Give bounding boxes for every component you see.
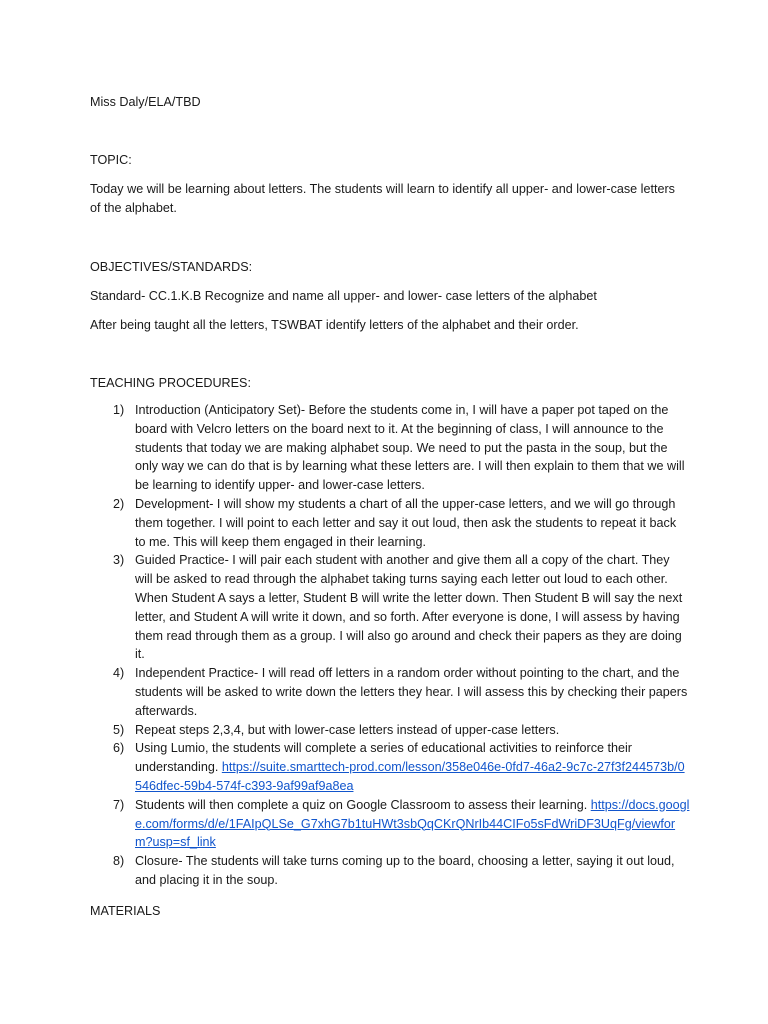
google-form-link[interactable]: https://docs.google.com/forms/d/e/1FAIpQLSe_G7xhG7b1tuHWt3sbQqCKrQNrIb44CIFo5sFdWriDF3UqFg/viewform?usp=sf_link [135,797,690,850]
procedure-number: 2) [113,496,125,511]
materials-heading: MATERIALS [90,904,161,918]
procedure-text: Using Lumio, the students will complete a series of educational activities to reinforce their understanding. [135,741,632,775]
procedure-number: 4) [113,666,125,681]
procedures-heading: TEACHING PROCEDURES: [90,376,251,390]
lumio-lesson-link[interactable]: https://suite.smarttech-prod.com/lesson/358e046e-0fd7-46a2-9c7c-27f3f244573b/0546dfec-59b4-574f-c393-9af99af9a8ea [135,760,685,793]
procedure-number: 3) [113,553,125,568]
procedure-text: Students will then complete a quiz on Google Classroom to assess their learning. [135,797,591,812]
procedure-item [90,664,690,720]
objectives-standard: Standard- CC.1.K.B Recognize and name all upper- and lower- case letters of the alphabet [90,289,597,303]
procedure-item [90,852,690,890]
procedure-text: Repeat steps 2,3,4, but with lower-case letters instead of upper-case letters. [135,722,560,737]
procedure-item [90,401,690,495]
procedure-item [90,551,690,664]
topic-heading: TOPIC: [90,153,132,167]
procedure-text: Independent Practice- I will read off letters in a random order without pointing to the chart, and the students will be asked to write down the letters they hear. I will assess this by checking their papers afterwards. [135,666,688,718]
procedure-number: 6) [113,741,125,756]
procedure-text: Guided Practice- I will pair each student with another and give them all a copy of the chart. They will be asked to read through the alphabet taking turns saying each letter out loud to each other. When Student A says a letter, Student B will write the letter down. Then Student B will say the next letter, and Student A will write it down, and so forth. After everyone is done, I will assess by having them read through them as a group. I will also go around and check their papers as they are doing it. [135,553,683,662]
topic-body: Today we will be learning about letters. The students will learn to identify all upper- and lower-case letters of the alphabet. [90,182,675,215]
procedure-item [90,739,690,795]
procedure-number: 8) [113,854,125,869]
procedure-item [90,721,690,740]
procedures-list [90,401,690,890]
procedure-text: Development- I will show my students a chart of all the upper-case letters, and we will go through them together. I will point to each letter and say it out loud, then ask the students to repeat it back to me. This will keep them engaged in their learning. [135,496,677,549]
procedure-item [90,495,690,551]
procedure-text: Introduction (Anticipatory Set)- Before the students come in, I will have a paper pot taped on the board with Velcro letters on the board next to it. At the beginning of class, I will announce to the students that today we are making alphabet soup. We need to put the pasta in the soup, but the only way we can do that is by learning what these letters are. I will then explain to them that we will be learning to identify upper- and lower-case letters. [135,403,685,493]
document-header: Miss Daly/ELA/TBD [90,95,201,109]
objectives-goal: After being taught all the letters, TSWBAT identify letters of the alphabet and their order. [90,318,579,332]
procedure-text: Closure- The students will take turns coming up to the board, choosing a letter, saying it out loud, and placing it in the soup. [135,854,675,887]
procedure-item [90,796,690,852]
procedure-number: 5) [113,722,125,737]
procedure-number: 7) [113,797,125,812]
objectives-heading: OBJECTIVES/STANDARDS: [90,260,253,274]
procedure-number: 1) [113,403,125,417]
